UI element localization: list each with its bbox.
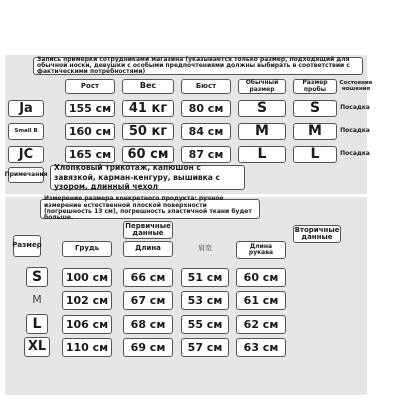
model-tried-size: L [293, 146, 337, 163]
length-value: 66 см [123, 268, 173, 287]
product-measurement-section [5, 197, 367, 395]
header-bust: Бюст [181, 79, 231, 94]
model-height: 155 см [65, 100, 115, 117]
length-value: 68 см [123, 315, 173, 334]
shoulder-value: 57 см [181, 338, 229, 357]
model-weight: 60 см [122, 146, 174, 163]
size-chart-sheet [4, 55, 373, 395]
length-value: 69 см [123, 338, 173, 357]
length-value: 67 см [123, 291, 173, 310]
model-name: JC [8, 146, 44, 163]
sleeve-value: 62 см [236, 315, 286, 334]
model-usual-size: S [238, 100, 286, 117]
chest-value: 100 см [62, 268, 112, 287]
header-weight: Вес [122, 79, 174, 94]
model-usual-size: L [238, 146, 286, 163]
sleeve-value: 63 см [236, 338, 286, 357]
model-fit-state: Посадка [340, 150, 370, 158]
secondary-data-label: Вторичные данные [294, 225, 340, 241]
model-name: Small B [8, 123, 44, 140]
size-header: Размер [13, 235, 41, 257]
chest-value: 110 см [62, 338, 112, 357]
model-bust: 80 см [181, 100, 231, 117]
measurement-note: Измерение размера конкретного продукта: ручное измерение естественной плоской поверхности (погрешность 13 см), погрешность эластичной ткани будет больше. [40, 199, 260, 219]
chest-value: 106 см [62, 315, 112, 334]
sleeve-value: 60 см [236, 268, 286, 287]
model-fit-state: Посадка [340, 127, 370, 135]
size-value: S [26, 267, 48, 287]
model-tried-size: S [293, 100, 337, 117]
model-bust: 84 см [181, 123, 231, 140]
header-shoulder: 肩宽 [198, 244, 212, 253]
model-name: Ja [8, 100, 44, 117]
size-value: M [32, 293, 42, 307]
model-fit-state: Посадка [340, 104, 370, 112]
header-fit-state: Состояние ношения [339, 80, 373, 92]
model-usual-size: M [238, 123, 286, 140]
shoulder-value: 53 см [181, 291, 229, 310]
header-height: Рост [65, 79, 115, 94]
size-value: XL [24, 337, 50, 357]
header-length: Длина [123, 241, 173, 257]
header-sleeve: Длина рукава [236, 241, 286, 259]
model-tried-size: M [293, 123, 337, 140]
fitting-note: Запись примерки сотрудниками магазина (указывается только размер, подходящий для обычной носки, девушки с особыми предпочтениями должны выбирать в соответствии с фактическими потребностями) [33, 57, 363, 75]
model-weight: 50 кг [122, 123, 174, 140]
fitting-record-section [4, 55, 373, 194]
shoulder-value: 55 см [181, 315, 229, 334]
remark-text: Хлопковый трикотаж, капюшон с завязкой, карман-кенгуру, вышивка с узором, длинный чехол [50, 165, 245, 190]
model-height: 160 см [65, 123, 115, 140]
model-weight: 41 кг [122, 100, 174, 117]
remark-label: Примечания [8, 167, 44, 183]
model-height: 165 см [65, 146, 115, 163]
header-chest: Грудь [62, 241, 112, 257]
header-usual-size: Обычный размер [238, 79, 286, 94]
shoulder-value: 51 см [181, 268, 229, 287]
size-value: L [26, 314, 48, 334]
header-tried-size: Размер пробы [293, 79, 337, 94]
model-bust: 87 см [181, 146, 231, 163]
sleeve-value: 61 см [236, 291, 286, 310]
primary-data-label: Первичные данные [123, 221, 173, 239]
chest-value: 102 см [62, 291, 112, 310]
